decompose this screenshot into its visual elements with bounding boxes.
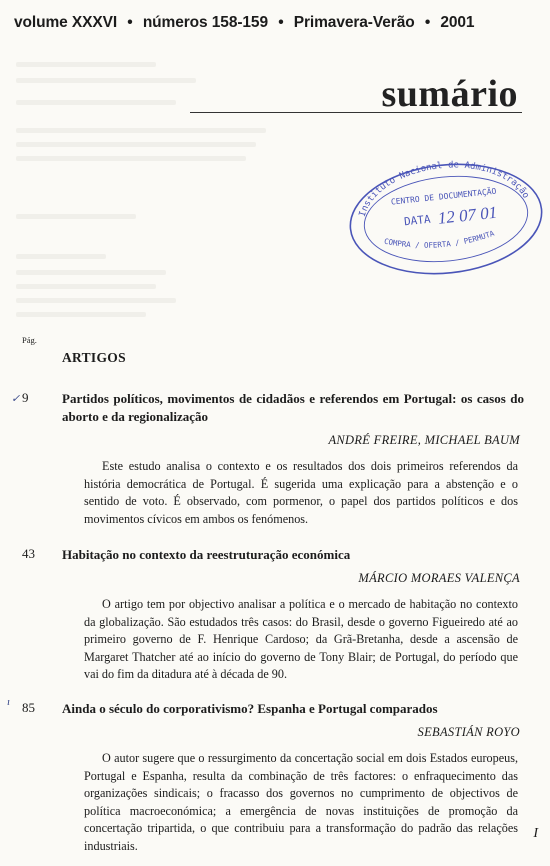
entry-abstract: Este estudo analisa o contexto e os resultados dos dois primeiros referendos da história democrática de Portugal. É sugerida uma explicação para a abstenção e o sentido de voto. É observado, com pormenor, o papel dos partidos políticos e dos movimentos cívicos em ambos os fenómenos. [84,459,518,526]
page-title: sumário [381,73,518,115]
entry-authors: MÁRCIO MORAES VALENÇA [358,571,520,585]
bleed-through [16,270,166,275]
volume-label: volume XXXVI [14,14,118,31]
header-separator: • [278,14,284,31]
bleed-through [16,254,106,259]
pencil-tick-mark: ı [7,696,11,708]
header-separator: • [424,14,431,31]
entry-authors: SEBASTIÁN ROYO [417,725,520,739]
stamp-acquisition: COMPRA / OFERTA / PERMUTA [383,228,496,250]
stamp-data-label: DATA [403,212,432,229]
library-stamp [346,155,546,275]
bleed-through [16,156,246,161]
entry-authors: ANDRÉ FREIRE, MICHAEL BAUM [328,433,520,447]
bleed-through [16,142,256,147]
bleed-through [16,62,156,67]
issue-header [14,14,474,32]
title-rule [190,112,522,113]
bleed-through [16,312,146,317]
stamp-arc-text-bottom [382,225,496,255]
header-separator: • [127,14,133,31]
season-label: Primavera-Verão [293,14,415,31]
numbers-label: números 158-159 [142,14,268,31]
section-heading: ARTIGOS [62,350,126,365]
stamp-institution: Instituto Nacional de Administração [357,160,531,218]
year-label: 2001 [440,14,475,31]
entry-title: Habitação no contexto da reestruturação económica [62,547,351,562]
page-folio: I [533,826,538,841]
bleed-through [16,298,176,303]
bleed-through [16,214,136,219]
entry-abstract: O artigo tem por objectivo analisar a política e o mercado de habitação no contexto da globalização. São estudados três casos: do Brasil, desde o governo Figueiredo até ao primeiro governo de F. Henrique Cardoso; da Grã-Bretanha, desde a ascensão de Margaret Thatcher até ao início do governo de Tony Blair; de Portugal, do período que vai do fim da ditadura até à década de 90. [84,597,518,682]
entry-page-number: 9 [22,390,29,405]
entry-title: Partidos políticos, movimentos de cidadãos e referendos em Portugal: os casos do aborto e da regionalização [62,391,524,424]
entry-page-number: 43 [22,546,35,561]
stamp-centre-text: CENTRO DE DOCUMENTAÇÃO [390,186,497,207]
stamp-date: 12 07 01 [436,202,499,228]
bleed-through [16,284,156,289]
entry-abstract: O autor sugere que o ressurgimento da concertação social em dois Estados europeus, Portugal e Espanha, resulta da combinação de três factores: o enfraquecimento das organizações sindicais; o fracasso dos governos no cumprimento de objectivos de política macroeconómica; a emergência de novas instituições de promoção da concertação tripartida, o que contribuiu para a transformação do padrão das relações industriais. [84,751,518,853]
page-column-label: Pág. [22,335,37,345]
bleed-through [16,128,266,133]
bleed-through [16,100,176,105]
entry-page-number: 85 [22,700,35,715]
pencil-tick-mark: ✓ [11,393,21,405]
bleed-through [16,78,196,83]
entry-title: Ainda o século do corporativismo? Espanha e Portugal comparados [62,701,438,716]
